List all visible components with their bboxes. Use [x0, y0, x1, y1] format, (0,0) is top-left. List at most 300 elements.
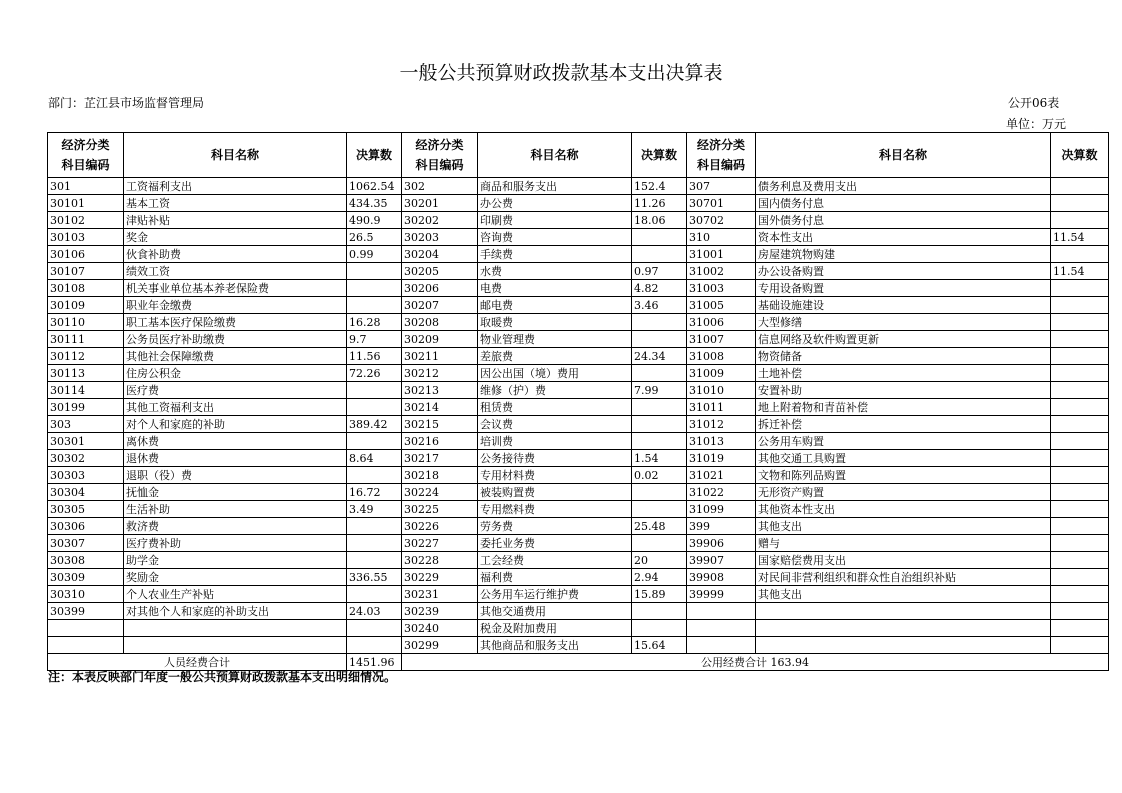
- code-cell: 30209: [402, 331, 478, 348]
- amount-cell: [1051, 569, 1109, 586]
- amount-cell: 24.03: [347, 603, 402, 620]
- name-header: 科目名称: [124, 133, 347, 178]
- amount-cell: 8.64: [347, 450, 402, 467]
- amount-cell: [1051, 603, 1109, 620]
- name-cell: 医疗费补助: [124, 535, 347, 552]
- code-cell: 307: [687, 178, 756, 195]
- code-cell: 31010: [687, 382, 756, 399]
- amount-cell: 152.4: [632, 178, 687, 195]
- name-cell: 福利费: [478, 569, 632, 586]
- name-cell: 文物和陈列品购置: [756, 467, 1051, 484]
- amount-cell: [347, 620, 402, 637]
- name-cell: 退休费: [124, 450, 347, 467]
- amount-cell: 15.64: [632, 637, 687, 654]
- name-cell: 专用设备购置: [756, 280, 1051, 297]
- code-cell: 30302: [48, 450, 124, 467]
- code-cell: 30103: [48, 229, 124, 246]
- code-cell: 30107: [48, 263, 124, 280]
- code-cell: 31008: [687, 348, 756, 365]
- table-row: [48, 569, 1109, 586]
- amount-cell: [632, 501, 687, 518]
- code-cell: 30106: [48, 246, 124, 263]
- amount-cell: [347, 467, 402, 484]
- table-row: [48, 229, 1109, 246]
- code-header: 经济分类 科目编码: [687, 133, 756, 178]
- code-cell: 31013: [687, 433, 756, 450]
- amount-cell: [347, 586, 402, 603]
- code-cell: 301: [48, 178, 124, 195]
- amount-cell: [632, 535, 687, 552]
- code-cell: 30101: [48, 195, 124, 212]
- table-row: [48, 178, 1109, 195]
- code-cell: 30112: [48, 348, 124, 365]
- name-cell: 住房公积金: [124, 365, 347, 382]
- form-number: 公开06表: [1008, 96, 1060, 110]
- code-cell: 30109: [48, 297, 124, 314]
- code-cell: 30216: [402, 433, 478, 450]
- name-cell: 资本性支出: [756, 229, 1051, 246]
- table-row: [48, 518, 1109, 535]
- code-cell: 30308: [48, 552, 124, 569]
- amount-cell: [632, 246, 687, 263]
- name-cell: 职业年金缴费: [124, 297, 347, 314]
- code-cell: 30199: [48, 399, 124, 416]
- name-cell: 商品和服务支出: [478, 178, 632, 195]
- code-cell: 31022: [687, 484, 756, 501]
- table-row: [48, 314, 1109, 331]
- code-cell: 30701: [687, 195, 756, 212]
- code-cell: 31021: [687, 467, 756, 484]
- amount-cell: [1051, 280, 1109, 297]
- table-row: [48, 280, 1109, 297]
- amount-cell: 16.72: [347, 484, 402, 501]
- code-cell: 31006: [687, 314, 756, 331]
- code-cell: 30304: [48, 484, 124, 501]
- name-cell: 取暖费: [478, 314, 632, 331]
- amount-cell: 16.28: [347, 314, 402, 331]
- personnel-total-value: 1451.96: [347, 654, 402, 671]
- code-cell: 31019: [687, 450, 756, 467]
- amount-cell: [1051, 246, 1109, 263]
- amount-cell: [1051, 535, 1109, 552]
- code-header: 经济分类 科目编码: [48, 133, 124, 178]
- amount-cell: [1051, 433, 1109, 450]
- code-cell: 30113: [48, 365, 124, 382]
- table-row: [48, 297, 1109, 314]
- name-cell: 物资储备: [756, 348, 1051, 365]
- code-cell: 30303: [48, 467, 124, 484]
- code-cell: 30208: [402, 314, 478, 331]
- code-cell: 30108: [48, 280, 124, 297]
- table-row: [48, 331, 1109, 348]
- code-cell: 30211: [402, 348, 478, 365]
- amount-cell: [632, 314, 687, 331]
- amount-cell: [1051, 365, 1109, 382]
- amount-cell: [1051, 637, 1109, 654]
- name-cell: 其他商品和服务支出: [478, 637, 632, 654]
- amount-cell: [1051, 552, 1109, 569]
- name-cell: 救济费: [124, 518, 347, 535]
- table-row: [48, 246, 1109, 263]
- name-cell: 安置补助: [756, 382, 1051, 399]
- name-cell: 因公出国（境）费用: [478, 365, 632, 382]
- amount-cell: [1051, 178, 1109, 195]
- name-cell: 工资福利支出: [124, 178, 347, 195]
- code-cell: 30212: [402, 365, 478, 382]
- amount-cell: [632, 365, 687, 382]
- amount-cell: [347, 382, 402, 399]
- name-cell: 抚恤金: [124, 484, 347, 501]
- code-cell: 30306: [48, 518, 124, 535]
- page-title: 一般公共预算财政拨款基本支出决算表: [399, 62, 723, 84]
- code-cell: [48, 637, 124, 654]
- code-cell: 31011: [687, 399, 756, 416]
- table-row: [48, 535, 1109, 552]
- code-cell: 39907: [687, 552, 756, 569]
- code-cell: 30227: [402, 535, 478, 552]
- amount-cell: [1051, 212, 1109, 229]
- name-cell: 其他社会保障缴费: [124, 348, 347, 365]
- amount-cell: [347, 399, 402, 416]
- unit-label: 单位：万元: [1006, 117, 1067, 131]
- name-cell: 机关事业单位基本养老保险费: [124, 280, 347, 297]
- code-cell: 30299: [402, 637, 478, 654]
- table-row: [48, 416, 1109, 433]
- code-cell: 39999: [687, 586, 756, 603]
- code-cell: 31009: [687, 365, 756, 382]
- name-cell: 被装购置费: [478, 484, 632, 501]
- code-cell: 399: [687, 518, 756, 535]
- amount-cell: 0.97: [632, 263, 687, 280]
- name-cell: 奖励金: [124, 569, 347, 586]
- amount-cell: [1051, 467, 1109, 484]
- amount-cell: [1051, 484, 1109, 501]
- name-header: 科目名称: [478, 133, 632, 178]
- code-cell: 30231: [402, 586, 478, 603]
- amount-cell: 72.26: [347, 365, 402, 382]
- name-cell: 职工基本医疗保险缴费: [124, 314, 347, 331]
- amount-cell: [632, 229, 687, 246]
- name-header: 科目名称: [756, 133, 1051, 178]
- table-row: [48, 348, 1109, 365]
- amount-cell: 18.06: [632, 212, 687, 229]
- table-row: [48, 467, 1109, 484]
- amount-cell: [1051, 586, 1109, 603]
- code-cell: [48, 620, 124, 637]
- public-total: 公用经费合计 163.94: [402, 654, 1109, 671]
- table-header-row: [48, 133, 1109, 178]
- expenditure-table: [47, 132, 1109, 671]
- amount-cell: 7.99: [632, 382, 687, 399]
- code-cell: 30307: [48, 535, 124, 552]
- code-cell: 30214: [402, 399, 478, 416]
- amount-cell: [632, 620, 687, 637]
- name-cell: 国外债务付息: [756, 212, 1051, 229]
- amount-cell: [632, 433, 687, 450]
- code-cell: 30225: [402, 501, 478, 518]
- amount-cell: 1062.54: [347, 178, 402, 195]
- code-header: 经济分类 科目编码: [402, 133, 478, 178]
- name-cell: 地上附着物和青苗补偿: [756, 399, 1051, 416]
- name-cell: 税金及附加费用: [478, 620, 632, 637]
- code-cell: 30213: [402, 382, 478, 399]
- name-cell: 对个人和家庭的补助: [124, 416, 347, 433]
- name-cell: 赠与: [756, 535, 1051, 552]
- name-cell: 专用材料费: [478, 467, 632, 484]
- name-cell: 信息网络及软件购置更新: [756, 331, 1051, 348]
- name-cell: [756, 603, 1051, 620]
- code-cell: 30228: [402, 552, 478, 569]
- table-row: [48, 433, 1109, 450]
- amount-cell: [1051, 416, 1109, 433]
- name-cell: 对其他个人和家庭的补助支出: [124, 603, 347, 620]
- amount-cell: [1051, 382, 1109, 399]
- amount-cell: [1051, 501, 1109, 518]
- amount-cell: [347, 518, 402, 535]
- name-cell: 手续费: [478, 246, 632, 263]
- amount-cell: 2.94: [632, 569, 687, 586]
- amount-cell: 336.55: [347, 569, 402, 586]
- amount-cell: 11.54: [1051, 229, 1109, 246]
- amount-cell: 11.56: [347, 348, 402, 365]
- code-cell: 31005: [687, 297, 756, 314]
- table-row: [48, 450, 1109, 467]
- code-cell: 30305: [48, 501, 124, 518]
- code-cell: 30399: [48, 603, 124, 620]
- code-cell: 39906: [687, 535, 756, 552]
- name-cell: 租赁费: [478, 399, 632, 416]
- table-row: [48, 620, 1109, 637]
- table-row: [48, 637, 1109, 654]
- amount-cell: 3.46: [632, 297, 687, 314]
- code-cell: 30206: [402, 280, 478, 297]
- table-row: [48, 586, 1109, 603]
- code-cell: 31001: [687, 246, 756, 263]
- name-cell: 办公设备购置: [756, 263, 1051, 280]
- name-cell: 其他交通费用: [478, 603, 632, 620]
- name-cell: 债务利息及费用支出: [756, 178, 1051, 195]
- amount-cell: 20: [632, 552, 687, 569]
- code-cell: 30207: [402, 297, 478, 314]
- name-cell: 医疗费: [124, 382, 347, 399]
- table-row: [48, 552, 1109, 569]
- amount-cell: [1051, 314, 1109, 331]
- name-cell: 基本工资: [124, 195, 347, 212]
- amount-cell: [632, 416, 687, 433]
- table-row: [48, 382, 1109, 399]
- code-cell: 30203: [402, 229, 478, 246]
- name-cell: [124, 620, 347, 637]
- name-cell: 维修（护）费: [478, 382, 632, 399]
- amount-cell: [347, 263, 402, 280]
- name-cell: 其他支出: [756, 586, 1051, 603]
- amount-cell: [347, 535, 402, 552]
- name-cell: 拆迁补偿: [756, 416, 1051, 433]
- table-row: [48, 484, 1109, 501]
- amount-cell: [1051, 331, 1109, 348]
- amount-cell: 389.42: [347, 416, 402, 433]
- code-cell: 30240: [402, 620, 478, 637]
- name-cell: 电费: [478, 280, 632, 297]
- code-cell: 30301: [48, 433, 124, 450]
- name-cell: 其他交通工具购置: [756, 450, 1051, 467]
- name-cell: 培训费: [478, 433, 632, 450]
- amount-cell: 490.9: [347, 212, 402, 229]
- name-cell: [756, 637, 1051, 654]
- code-cell: 30309: [48, 569, 124, 586]
- name-cell: 公务用车购置: [756, 433, 1051, 450]
- amount-cell: [347, 297, 402, 314]
- personnel-total-label: 人员经费合计: [48, 654, 347, 671]
- amount-cell: 0.99: [347, 246, 402, 263]
- table-row: [48, 263, 1109, 280]
- name-cell: 公务用车运行维护费: [478, 586, 632, 603]
- name-cell: 大型修缮: [756, 314, 1051, 331]
- name-cell: 咨询费: [478, 229, 632, 246]
- amount-cell: [1051, 399, 1109, 416]
- name-cell: 其他工资福利支出: [124, 399, 347, 416]
- table-row: [48, 399, 1109, 416]
- amount-cell: 15.89: [632, 586, 687, 603]
- name-cell: 津贴补贴: [124, 212, 347, 229]
- name-cell: 奖金: [124, 229, 347, 246]
- name-cell: 伙食补助费: [124, 246, 347, 263]
- name-cell: [756, 620, 1051, 637]
- name-cell: 工会经费: [478, 552, 632, 569]
- name-cell: 助学金: [124, 552, 347, 569]
- name-cell: 劳务费: [478, 518, 632, 535]
- amount-cell: 11.26: [632, 195, 687, 212]
- code-cell: 30224: [402, 484, 478, 501]
- code-cell: 30202: [402, 212, 478, 229]
- code-cell: 30218: [402, 467, 478, 484]
- amount-cell: [347, 637, 402, 654]
- name-cell: 对民间非营利组织和群众性自治组织补贴: [756, 569, 1051, 586]
- amount-cell: [632, 331, 687, 348]
- code-cell: 30102: [48, 212, 124, 229]
- name-cell: 土地补偿: [756, 365, 1051, 382]
- amount-cell: 25.48: [632, 518, 687, 535]
- amount-cell: [632, 399, 687, 416]
- name-cell: [124, 637, 347, 654]
- amount-cell: [347, 552, 402, 569]
- code-cell: 30201: [402, 195, 478, 212]
- amount-cell: [1051, 620, 1109, 637]
- amount-cell: [347, 433, 402, 450]
- code-cell: [687, 603, 756, 620]
- amount-cell: [632, 603, 687, 620]
- name-cell: 退职（役）费: [124, 467, 347, 484]
- name-cell: 水费: [478, 263, 632, 280]
- code-cell: 30229: [402, 569, 478, 586]
- code-cell: 310: [687, 229, 756, 246]
- table-row: [48, 212, 1109, 229]
- amount-cell: 3.49: [347, 501, 402, 518]
- table-row: [48, 365, 1109, 382]
- table-row: [48, 603, 1109, 620]
- table-body: [48, 178, 1109, 654]
- amount-header: 决算数: [632, 133, 687, 178]
- amount-cell: [1051, 450, 1109, 467]
- code-cell: 31002: [687, 263, 756, 280]
- amount-cell: 26.5: [347, 229, 402, 246]
- amount-cell: [1051, 518, 1109, 535]
- name-cell: 国内债务付息: [756, 195, 1051, 212]
- amount-cell: 4.82: [632, 280, 687, 297]
- name-cell: 物业管理费: [478, 331, 632, 348]
- code-cell: 30215: [402, 416, 478, 433]
- code-cell: 30702: [687, 212, 756, 229]
- name-cell: 印刷费: [478, 212, 632, 229]
- amount-header: 决算数: [347, 133, 402, 178]
- code-cell: [687, 620, 756, 637]
- code-cell: 31003: [687, 280, 756, 297]
- amount-cell: [632, 484, 687, 501]
- amount-cell: [1051, 297, 1109, 314]
- code-cell: 30205: [402, 263, 478, 280]
- name-cell: 公务员医疗补助缴费: [124, 331, 347, 348]
- name-cell: 房屋建筑物购建: [756, 246, 1051, 263]
- name-cell: 邮电费: [478, 297, 632, 314]
- name-cell: 无形资产购置: [756, 484, 1051, 501]
- amount-cell: 1.54: [632, 450, 687, 467]
- name-cell: 其他资本性支出: [756, 501, 1051, 518]
- code-cell: 31099: [687, 501, 756, 518]
- amount-header: 决算数: [1051, 133, 1109, 178]
- amount-cell: [1051, 348, 1109, 365]
- code-cell: 30217: [402, 450, 478, 467]
- name-cell: 个人农业生产补贴: [124, 586, 347, 603]
- amount-cell: 24.34: [632, 348, 687, 365]
- name-cell: 离休费: [124, 433, 347, 450]
- name-cell: 绩效工资: [124, 263, 347, 280]
- code-cell: 30114: [48, 382, 124, 399]
- code-cell: 39908: [687, 569, 756, 586]
- name-cell: 专用燃料费: [478, 501, 632, 518]
- amount-cell: 11.54: [1051, 263, 1109, 280]
- name-cell: 生活补助: [124, 501, 347, 518]
- department-label: 部门：芷江县市场监督管理局: [48, 96, 205, 110]
- amount-cell: 434.35: [347, 195, 402, 212]
- name-cell: 公务接待费: [478, 450, 632, 467]
- amount-cell: [347, 280, 402, 297]
- amount-cell: 0.02: [632, 467, 687, 484]
- name-cell: 会议费: [478, 416, 632, 433]
- amount-cell: 9.7: [347, 331, 402, 348]
- code-cell: 30226: [402, 518, 478, 535]
- code-cell: 30310: [48, 586, 124, 603]
- code-cell: 30111: [48, 331, 124, 348]
- code-cell: 303: [48, 416, 124, 433]
- code-cell: 30204: [402, 246, 478, 263]
- table-row: [48, 195, 1109, 212]
- code-cell: 31007: [687, 331, 756, 348]
- name-cell: 委托业务费: [478, 535, 632, 552]
- code-cell: [687, 637, 756, 654]
- table-row: [48, 501, 1109, 518]
- amount-cell: [1051, 195, 1109, 212]
- footnote: 注：本表反映部门年度一般公共预算财政拨款基本支出明细情况。: [48, 670, 397, 684]
- code-cell: 31012: [687, 416, 756, 433]
- code-cell: 302: [402, 178, 478, 195]
- name-cell: 办公费: [478, 195, 632, 212]
- name-cell: 差旅费: [478, 348, 632, 365]
- name-cell: 国家赔偿费用支出: [756, 552, 1051, 569]
- name-cell: 其他支出: [756, 518, 1051, 535]
- code-cell: 30110: [48, 314, 124, 331]
- code-cell: 30239: [402, 603, 478, 620]
- name-cell: 基础设施建设: [756, 297, 1051, 314]
